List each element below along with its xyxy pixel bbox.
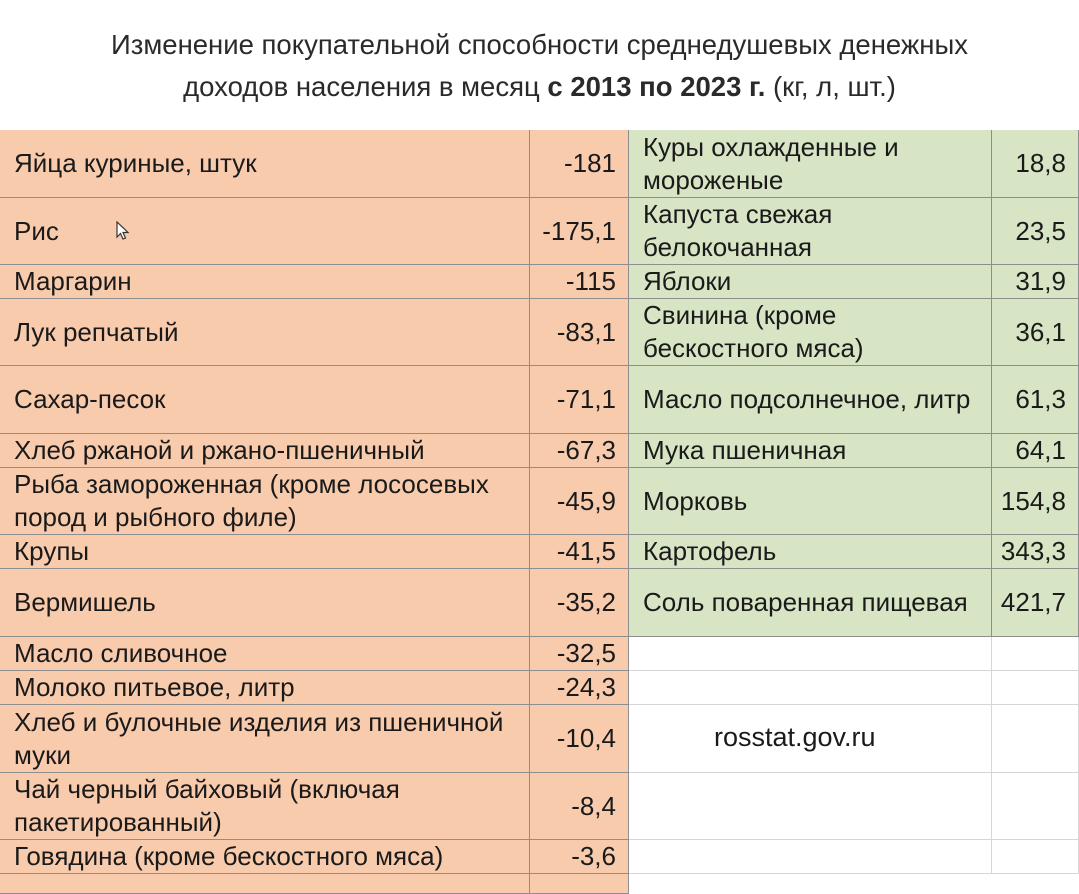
title-line-1: Изменение покупательной способности среднедушевых денежных xyxy=(111,29,968,60)
title-line-2: доходов населения в месяц с 2013 по 2023 г. (кг, л, шт.) xyxy=(183,71,896,102)
left-row-5-label[interactable]: Сахар-песок xyxy=(0,366,530,434)
right-row-9-label[interactable]: Соль поваренная пищевая xyxy=(629,569,992,637)
right-row-6-value[interactable]: 64,1 xyxy=(992,434,1079,468)
left-row-10-label[interactable]: Масло сливочное xyxy=(0,637,530,671)
left-row-3-label[interactable]: Маргарин xyxy=(0,265,530,299)
empty-cell[interactable] xyxy=(992,637,1079,671)
left-row-7-label[interactable]: Рыба замороженная (кроме лососевых пород и рыбного филе) xyxy=(0,468,530,535)
left-row-13-label[interactable]: Чай черный байховый (включая пакетированный) xyxy=(0,773,530,840)
left-row-14-label[interactable]: Говядина (кроме бескостного мяса) xyxy=(0,840,530,874)
empty-cell[interactable] xyxy=(629,671,992,705)
left-row-1-value[interactable]: -181 xyxy=(530,130,629,198)
right-row-1-label[interactable]: Куры охлажденные и мороженые xyxy=(629,130,992,198)
left-row-4-value[interactable]: -83,1 xyxy=(530,299,629,366)
left-row-9-label[interactable]: Вермишель xyxy=(0,569,530,637)
right-row-8-label[interactable]: Картофель xyxy=(629,535,992,569)
left-row-2-value[interactable]: -175,1 xyxy=(530,198,629,265)
empty-cell[interactable] xyxy=(629,637,992,671)
empty-cell[interactable] xyxy=(992,671,1079,705)
left-row-8-value[interactable]: -41,5 xyxy=(530,535,629,569)
left-row-11-value[interactable]: -24,3 xyxy=(530,671,629,705)
right-row-7-label[interactable]: Морковь xyxy=(629,468,992,535)
right-row-6-label[interactable]: Мука пшеничная xyxy=(629,434,992,468)
right-row-8-value[interactable]: 343,3 xyxy=(992,535,1079,569)
left-row-partial-value[interactable] xyxy=(530,874,629,894)
right-row-1-value[interactable]: 18,8 xyxy=(992,130,1079,198)
left-row-4-label[interactable]: Лук репчатый xyxy=(0,299,530,366)
table-title xyxy=(0,24,1079,108)
left-row-8-label[interactable]: Крупы xyxy=(0,535,530,569)
source-label: rosstat.gov.ru xyxy=(714,722,876,752)
right-row-3-value[interactable]: 31,9 xyxy=(992,265,1079,299)
right-row-4-value[interactable]: 36,1 xyxy=(992,299,1079,366)
left-row-12-label[interactable]: Хлеб и булочные изделия из пшеничной муки xyxy=(0,705,530,773)
left-row-11-label[interactable]: Молоко питьевое, литр xyxy=(0,671,530,705)
right-row-4-label[interactable]: Свинина (кроме бескостного мяса) xyxy=(629,299,992,366)
right-row-2-label[interactable]: Капуста свежая белокочанная xyxy=(629,198,992,265)
empty-cell[interactable] xyxy=(992,705,1079,773)
right-row-9-value[interactable]: 421,7 xyxy=(992,569,1079,637)
left-row-12-value[interactable]: -10,4 xyxy=(530,705,629,773)
left-row-10-value[interactable]: -32,5 xyxy=(530,637,629,671)
spreadsheet-table xyxy=(0,130,1079,883)
left-row-14-value[interactable]: -3,6 xyxy=(530,840,629,874)
left-row-7-value[interactable]: -45,9 xyxy=(530,468,629,535)
empty-cell[interactable] xyxy=(629,840,992,874)
right-row-7-value[interactable]: 154,8 xyxy=(992,468,1079,535)
empty-cell[interactable] xyxy=(992,840,1079,874)
left-row-2-label[interactable]: Рис xyxy=(0,198,530,265)
left-row-13-value[interactable]: -8,4 xyxy=(530,773,629,840)
left-row-6-label[interactable]: Хлеб ржаной и ржано-пшеничный xyxy=(0,434,530,468)
left-row-partial[interactable] xyxy=(0,874,530,894)
empty-cell[interactable] xyxy=(992,773,1079,840)
empty-cell[interactable] xyxy=(629,773,992,840)
left-row-5-value[interactable]: -71,1 xyxy=(530,366,629,434)
left-row-3-value[interactable]: -115 xyxy=(530,265,629,299)
right-row-2-value[interactable]: 23,5 xyxy=(992,198,1079,265)
right-row-5-label[interactable]: Масло подсолнечное, литр xyxy=(629,366,992,434)
left-row-9-value[interactable]: -35,2 xyxy=(530,569,629,637)
mouse-pointer-icon xyxy=(116,221,130,246)
left-row-6-value[interactable]: -67,3 xyxy=(530,434,629,468)
left-row-1-label[interactable]: Яйца куриные, штук xyxy=(0,130,530,198)
right-row-3-label[interactable]: Яблоки xyxy=(629,265,992,299)
right-row-5-value[interactable]: 61,3 xyxy=(992,366,1079,434)
